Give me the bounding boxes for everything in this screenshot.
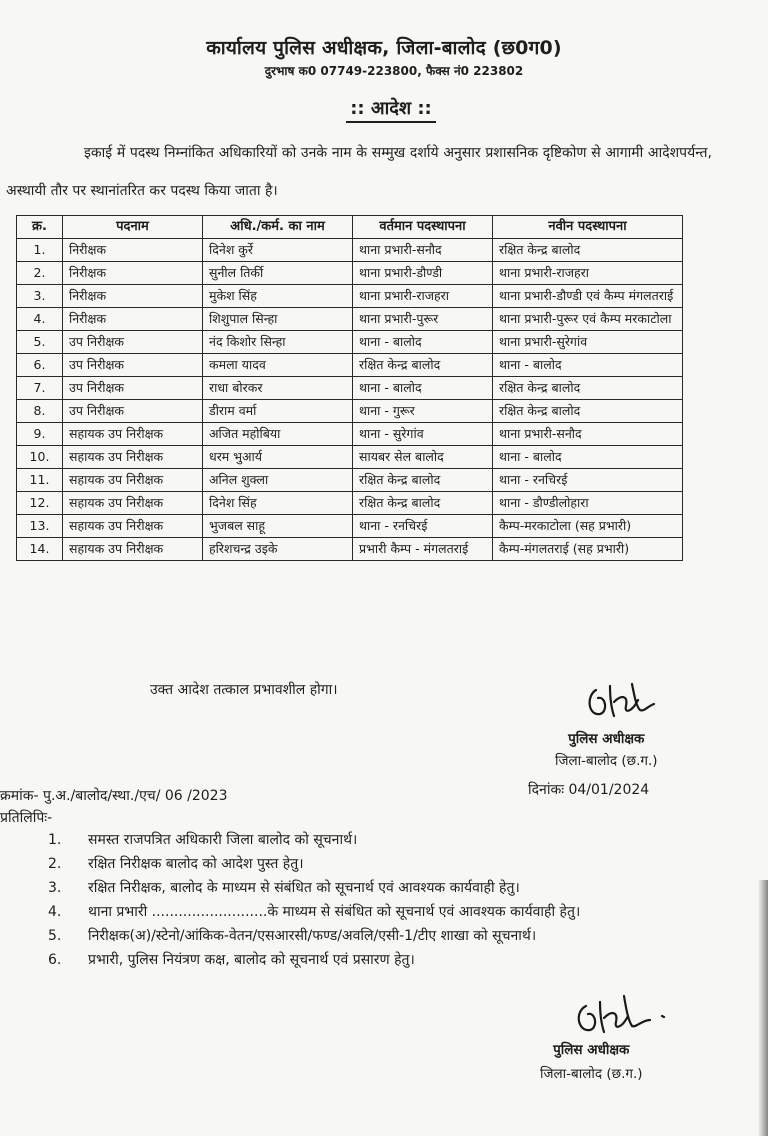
- cell-designation: उप निरीक्षक: [63, 400, 203, 423]
- table-header-row: [17, 216, 683, 239]
- cell-new-posting: कैम्प-मरकाटोला (सह प्रभारी): [493, 515, 683, 538]
- list-item-text: प्रभारी, पुलिस नियंत्रण कक्ष, बालोद को सूचनार्थ एवं प्रसारण हेतु।: [88, 952, 415, 968]
- cell-sn: 10.: [17, 446, 63, 469]
- cell-name: दिनेश सिंह: [203, 492, 353, 515]
- effective-note: उक्त आदेश तत्काल प्रभावशील होगा।: [150, 682, 338, 698]
- table-row: [17, 492, 683, 515]
- cell-current-posting: थाना प्रभारी-डौण्डी: [353, 262, 493, 285]
- table-row: [17, 354, 683, 377]
- table-row: [17, 446, 683, 469]
- table-row: [17, 308, 683, 331]
- cell-sn: 8.: [17, 400, 63, 423]
- cell-designation: उप निरीक्षक: [63, 354, 203, 377]
- cell-new-posting: थाना प्रभारी-राजहरा: [493, 262, 683, 285]
- intro-paragraph: इकाई में पदस्थ निम्नांकित अधिकारियों को उनके नाम के सम्मुख दर्शाये अनुसार प्रशासनिक दृष्टिकोण से आगामी आदेशपर्यन्त, अस्थायी तौर पर स्थानांतरित कर पदस्थ किया जाता है।: [6, 145, 712, 199]
- cell-new-posting: थाना प्रभारी-पुरूर एवं कैम्प मरकाटोला: [493, 308, 683, 331]
- list-item: [40, 852, 660, 876]
- table-row: [17, 239, 683, 262]
- cell-designation: निरीक्षक: [63, 262, 203, 285]
- list-item-number: 6.: [48, 952, 62, 968]
- list-item-text: निरीक्षक(अ)/स्टेनो/आंकिक-वेतन/एसआरसी/फण्ड/अवलि/एसी-1/टीए शाखा को सूचनार्थ।: [88, 928, 537, 944]
- copy-to-list: [40, 828, 660, 972]
- cell-sn: 2.: [17, 262, 63, 285]
- cell-new-posting: थाना - डौण्डीलोहारा: [493, 492, 683, 515]
- cell-current-posting: थाना प्रभारी-राजहरा: [353, 285, 493, 308]
- table-body: [17, 239, 683, 561]
- table-row: [17, 331, 683, 354]
- order-heading: [0, 96, 768, 120]
- table-row: [17, 515, 683, 538]
- cell-sn: 3.: [17, 285, 63, 308]
- cell-new-posting: थाना - बालोद: [493, 354, 683, 377]
- cell-designation: सहायक उप निरीक्षक: [63, 515, 203, 538]
- cell-sn: 9.: [17, 423, 63, 446]
- signature-image-2: [570, 990, 680, 1040]
- cell-current-posting: रक्षित केन्द्र बालोद: [353, 469, 493, 492]
- list-item-text: थाना प्रभारी ..........................के माध्यम से संबंधित को सूचनार्थ एवं आवश्यक कार्यवाही हेतु।: [88, 904, 581, 920]
- list-item-text: समस्त राजपत्रित अधिकारी जिला बालोद को सूचनार्थ।: [88, 832, 358, 848]
- list-item-number: 3.: [48, 880, 62, 896]
- cell-name: कमला यादव: [203, 354, 353, 377]
- cell-name: नंद किशोर सिन्हा: [203, 331, 353, 354]
- order-heading-text: :: आदेश ::: [346, 98, 436, 123]
- order-date: दिनांकः 04/01/2024: [528, 782, 650, 798]
- cell-sn: 1.: [17, 239, 63, 262]
- signatory-district-2: जिला-बालोद (छ.ग.): [540, 1066, 643, 1082]
- cell-sn: 12.: [17, 492, 63, 515]
- copy-to-label: प्रतिलिपिः-: [0, 810, 53, 826]
- cell-designation: उप निरीक्षक: [63, 377, 203, 400]
- cell-new-posting: थाना प्रभारी-सनौद: [493, 423, 683, 446]
- cell-new-posting: थाना प्रभारी-सुरेगांव: [493, 331, 683, 354]
- cell-new-posting: थाना - रनचिरई: [493, 469, 683, 492]
- cell-designation: सहायक उप निरीक्षक: [63, 423, 203, 446]
- cell-designation: निरीक्षक: [63, 239, 203, 262]
- reference-number: क्रमांक- पु.अ./बालोद/स्था./एच/ 06 /2023: [0, 788, 228, 804]
- cell-new-posting: रक्षित केन्द्र बालोद: [493, 400, 683, 423]
- cell-current-posting: थाना - रनचिरई: [353, 515, 493, 538]
- cell-name: दिनेश कुर्रे: [203, 239, 353, 262]
- cell-current-posting: रक्षित केन्द्र बालोद: [353, 354, 493, 377]
- table-row: [17, 400, 683, 423]
- cell-designation: सहायक उप निरीक्षक: [63, 538, 203, 561]
- cell-current-posting: रक्षित केन्द्र बालोद: [353, 492, 493, 515]
- transfer-table: [16, 215, 683, 561]
- header-name: अधि./कर्म. का नाम: [203, 216, 353, 239]
- list-item: [40, 876, 660, 900]
- cell-current-posting: थाना प्रभारी-सनौद: [353, 239, 493, 262]
- table-row: [17, 285, 683, 308]
- list-item-number: 2.: [48, 856, 62, 872]
- list-item-number: 5.: [48, 928, 62, 944]
- cell-name: हरिशचन्द्र उइके: [203, 538, 353, 561]
- cell-new-posting: कैम्प-मंगलतराई (सह प्रभारी): [493, 538, 683, 561]
- header-sn: क्र.: [17, 216, 63, 239]
- cell-designation: सहायक उप निरीक्षक: [63, 492, 203, 515]
- cell-current-posting: थाना प्रभारी-पुरूर: [353, 308, 493, 331]
- cell-sn: 14.: [17, 538, 63, 561]
- cell-name: राधा बोरकर: [203, 377, 353, 400]
- cell-new-posting: रक्षित केन्द्र बालोद: [493, 377, 683, 400]
- page-edge-shadow: [758, 880, 768, 1136]
- list-item: [40, 924, 660, 948]
- cell-designation: सहायक उप निरीक्षक: [63, 469, 203, 492]
- list-item-number: 1.: [48, 832, 62, 848]
- cell-name: धरम भुआर्य: [203, 446, 353, 469]
- table-row: [17, 469, 683, 492]
- cell-name: सुनील तिर्की: [203, 262, 353, 285]
- list-item: [40, 900, 660, 924]
- cell-sn: 4.: [17, 308, 63, 331]
- cell-name: शिशुपाल सिन्हा: [203, 308, 353, 331]
- cell-name: मुकेश सिंह: [203, 285, 353, 308]
- list-item: [40, 948, 660, 972]
- table-row: [17, 538, 683, 561]
- cell-current-posting: थाना - गुरूर: [353, 400, 493, 423]
- cell-new-posting: रक्षित केन्द्र बालोद: [493, 239, 683, 262]
- cell-designation: निरीक्षक: [63, 308, 203, 331]
- cell-sn: 13.: [17, 515, 63, 538]
- table-row: [17, 262, 683, 285]
- contact-line: दुरभाष क0 07749-223800, फैक्स नं0 223802: [264, 64, 524, 78]
- list-item: [40, 828, 660, 852]
- list-item-number: 4.: [48, 904, 62, 920]
- cell-current-posting: सायबर सेल बालोद: [353, 446, 493, 469]
- cell-sn: 11.: [17, 469, 63, 492]
- signatory-designation-2: पुलिस अधीक्षक: [553, 1042, 630, 1058]
- signatory-designation: पुलिस अधीक्षक: [568, 731, 645, 747]
- cell-current-posting: थाना - सुरेगांव: [353, 423, 493, 446]
- header-designation: पदनाम: [63, 216, 203, 239]
- office-title: कार्यालय पुलिस अधीक्षक, जिला-बालोद (छ0ग0): [206, 37, 562, 59]
- signatory-block: [555, 728, 658, 772]
- cell-name: अनिल शुक्ला: [203, 469, 353, 492]
- header-current-posting: वर्तमान पदस्थापना: [353, 216, 493, 239]
- cell-designation: निरीक्षक: [63, 285, 203, 308]
- cell-new-posting: थाना - बालोद: [493, 446, 683, 469]
- cell-name: अजित महोबिया: [203, 423, 353, 446]
- table-row: [17, 423, 683, 446]
- cell-designation: उप निरीक्षक: [63, 331, 203, 354]
- cell-sn: 5.: [17, 331, 63, 354]
- cell-sn: 6.: [17, 354, 63, 377]
- cell-current-posting: थाना - बालोद: [353, 331, 493, 354]
- header-new-posting: नवीन पदस्थापना: [493, 216, 683, 239]
- signature-image: [582, 676, 662, 724]
- cell-new-posting: थाना प्रभारी-डौण्डी एवं कैम्प मंगलतराई: [493, 285, 683, 308]
- cell-current-posting: थाना - बालोद: [353, 377, 493, 400]
- list-item-text: रक्षित निरीक्षक, बालोद के माध्यम से संबंधित को सूचनार्थ एवं आवश्यक कार्यवाही हेतु।: [88, 880, 520, 896]
- signatory-block-2: [540, 1038, 643, 1086]
- signatory-district: जिला-बालोद (छ.ग.): [555, 753, 658, 769]
- cell-name: भुजबल साहू: [203, 515, 353, 538]
- table-row: [17, 377, 683, 400]
- cell-name: डीराम वर्मा: [203, 400, 353, 423]
- cell-sn: 7.: [17, 377, 63, 400]
- list-item-text: रक्षित निरीक्षक बालोद को आदेश पुस्त हेतु।: [88, 856, 304, 872]
- cell-current-posting: प्रभारी कैम्प - मंगलतराई: [353, 538, 493, 561]
- cell-designation: सहायक उप निरीक्षक: [63, 446, 203, 469]
